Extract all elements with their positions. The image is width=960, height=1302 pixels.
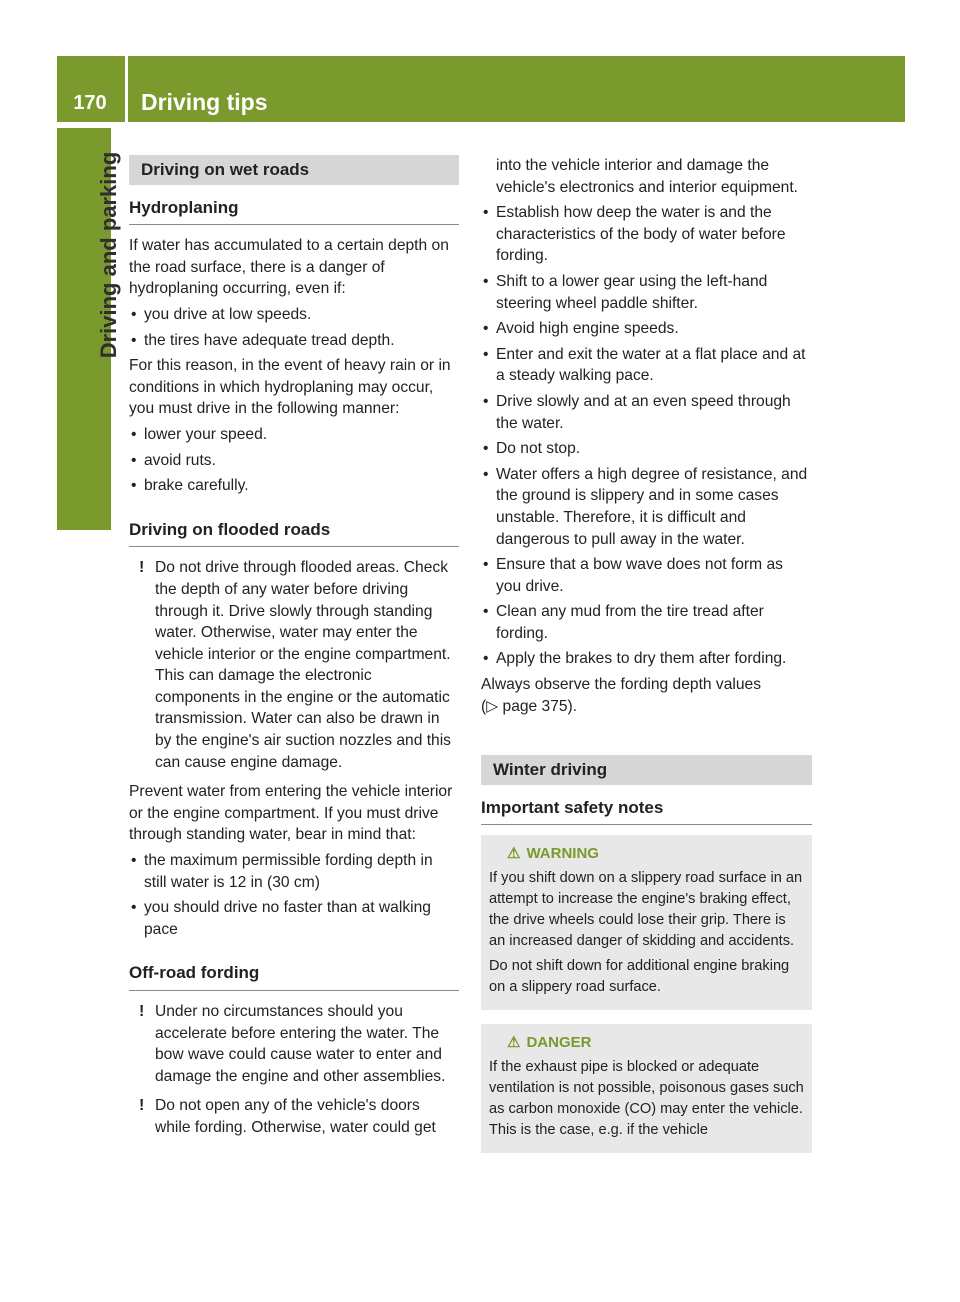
bullet-icon: • [483,603,489,621]
list-item: • lower your speed. [129,424,459,446]
exclamation-icon: ! [139,1097,145,1115]
list-item: • you should drive no faster than at walking pace [131,899,431,938]
bullet-icon: • [483,345,489,363]
right-column [481,155,812,1163]
bullet-icon: • [483,465,489,483]
bullet-icon: • [483,272,489,290]
list-item: • avoid ruts. [129,450,459,472]
bullet-icon: • [131,451,137,469]
page-section-title: Driving tips [141,89,268,115]
bullet-icon: • [483,556,489,574]
subheading-hydroplaning: Hydroplaning [129,193,459,226]
list-item: • Apply the brakes to dry them after fording. [481,648,812,670]
list-item: • the tires have adequate tread depth. [129,330,459,352]
exclamation-icon: ! [139,559,145,577]
warning-text: Do not shift down for additional engine braking on a slippery road surface. [489,958,790,996]
page-number: 170 [73,92,107,114]
list-item: • Shift to a lower gear using the left-hand steering wheel paddle shifter. [483,272,768,312]
danger-box [481,1024,812,1153]
list-item: • Establish how deep the water is and the characteristics of the body of water before fording. [483,204,786,265]
subheading-safety-notes: Important safety notes [481,793,812,826]
danger-text: If the exhaust pipe is blocked or adequate ventilation is not possible, poisonous gases such as carbon monoxide (CO) may enter the vehicle. This is the case, e.g. if the vehicle [489,1059,804,1139]
notice: ! Do not drive through flooded areas. Check the depth of any water before driving through it. Drive slowly through standing water. Otherwise, water may enter the vehicle interior or the engine compartment. This can damage the electronic components in the engine or the automatic transmission. Water can also be drawn in by the engine's air suction nozzles and this can cause engine damage. [139,559,451,771]
subheading-offroad-fording: Off-road fording [129,958,459,991]
bullet-icon: • [483,650,489,668]
list-item: • Clean any mud from the tire tread after fording. [483,603,764,642]
bullet-icon: • [131,331,137,349]
bullet-icon: • [483,320,489,338]
bullet-icon: • [131,305,137,323]
warning-box [481,835,812,1010]
bullet-icon: • [131,899,137,917]
subheading-flooded-roads: Driving on flooded roads [129,515,459,548]
warning-heading: ⚠ WARNING [507,845,599,863]
bullet-icon: • [131,852,137,870]
left-column [129,155,459,1147]
page-reference-link[interactable]: (▷ page 375). [481,697,578,715]
chapter-title: Driving and parking [96,151,121,359]
bullet-icon: • [131,425,137,443]
list-item: • you drive at low speeds. [129,304,459,326]
warning-triangle-icon: ⚠ [507,1034,521,1052]
warning-triangle-icon: ⚠ [507,845,521,863]
bullet-icon: • [483,392,489,410]
section-heading-wet-roads: Driving on wet roads [129,155,459,185]
bullet-icon: • [483,440,489,458]
list-item-continuation: into the vehicle interior and damage the vehicle's electronics and interior equipment. [496,157,799,196]
list-item: • the maximum permissible fording depth in still water is 12 in (30 cm) [131,852,433,891]
notice: ! Do not open any of the vehicle's doors while fording. Otherwise, water could get [139,1097,436,1136]
list-item: • Avoid high engine speeds. [481,318,812,340]
list-item: • Water offers a high degree of resistance, and the ground is slippery and in some cases unstable. Therefore, it is difficult and dangerous to pull away in the water. [483,465,808,548]
list-item: • brake carefully. [129,475,459,497]
list-item: • Enter and exit the water at a flat place and at a steady walking pace. [483,345,806,385]
section-heading-winter-driving: Winter driving [481,755,812,785]
header-divider [125,56,128,122]
warning-text: If you shift down on a slippery road surface in an attempt to increase the engine's braking effect, the drive wheels could lose their grip. There is an increased danger of skidding and accidents. [489,870,803,950]
paragraph: If water has accumulated to a certain depth on the road surface, there is a danger of hydroplaning occurring, even if: [129,237,449,298]
exclamation-icon: ! [139,1003,145,1020]
paragraph: For this reason, in the event of heavy rain or in conditions in which hydroplaning may occur, you must drive in the following manner: [129,357,451,418]
notice: ! Under no circumstances should you accelerate before entering the water. The bow wave could cause water to enter and damage the engine and other assemblies. [139,1003,446,1085]
list-item: • Drive slowly and at an even speed through the water. [483,392,791,432]
list-item: • Ensure that a bow wave does not form as you drive. [483,556,783,595]
bullet-icon: • [131,477,137,495]
list-item: • Do not stop. [481,438,812,460]
danger-heading: ⚠ DANGER [507,1034,592,1052]
bullet-icon: • [483,204,489,222]
paragraph: Prevent water from entering the vehicle interior or the engine compartment. If you must drive through standing water, bear in mind that: [129,783,453,844]
paragraph: Always observe the fording depth values (▷ page 375). [481,676,761,715]
